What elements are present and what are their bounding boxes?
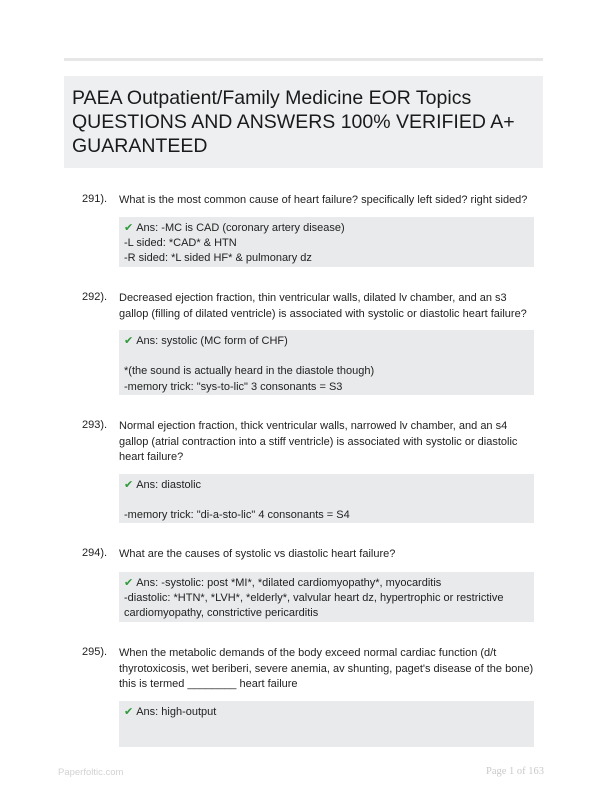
answer-box bbox=[119, 217, 534, 267]
answer-box bbox=[119, 330, 534, 395]
question-number: 292). bbox=[82, 291, 108, 303]
question-number: 295). bbox=[82, 646, 108, 658]
page-indicator: Page 1 of 163 bbox=[486, 766, 545, 777]
check-icon: ✔ bbox=[124, 478, 134, 491]
answer-line: Ans: systolic (MC form of CHF) bbox=[136, 335, 288, 347]
answer-box bbox=[119, 474, 534, 523]
footer-site: Paperfoltic.com bbox=[58, 767, 124, 778]
answer-box bbox=[119, 572, 534, 622]
top-divider bbox=[64, 58, 543, 61]
answer-line: -memory trick: "sys-to-lic" 3 consonants = S3 bbox=[124, 380, 343, 393]
document-title: PAEA Outpatient/Family Medicine EOR Topics QUESTIONS AND ANSWERS 100% VERIFIED A+ GUARANTEED bbox=[72, 87, 515, 157]
answer-line: -R sided: *L sided HF* & pulmonary dz bbox=[124, 252, 312, 265]
question-text: Normal ejection fraction, thick ventricular walls, narrowed lv chamber, and an s4 gallop (atrial contraction into a stiff ventricle) is associated with systolic or diastolic heart failure? bbox=[119, 420, 518, 463]
check-icon: ✔ bbox=[124, 705, 134, 718]
answer-line: *(the sound is actually heard in the diastole though) bbox=[124, 365, 375, 378]
question-text: What is the most common cause of heart failure? specifically left sided? right sided? bbox=[119, 194, 528, 206]
question-number: 294). bbox=[82, 547, 108, 559]
answer-line: Ans: -systolic: post *MI*, *dilated cardiomyopathy*, myocarditis bbox=[136, 577, 442, 589]
check-icon: ✔ bbox=[124, 334, 134, 347]
answer-line bbox=[124, 349, 529, 364]
question-number: 291). bbox=[82, 193, 108, 205]
answer-line: Ans: -MC is CAD (coronary artery disease) bbox=[136, 222, 345, 234]
answer-box bbox=[119, 701, 534, 747]
answer-line: Ans: high-output bbox=[136, 706, 217, 718]
question-text: When the metabolic demands of the body exceed normal cardiac function (d/t thyrotoxicosis, wet beriberi, severe anemia, av shunting, paget's disease of the bone) this is termed ________ heart failure bbox=[119, 647, 534, 690]
question-number: 293). bbox=[82, 419, 108, 431]
answer-line: -memory trick: "di-a-sto-lic" 4 consonants = S4 bbox=[124, 509, 350, 522]
check-icon: ✔ bbox=[124, 576, 134, 589]
answer-line bbox=[124, 493, 529, 508]
title-box bbox=[64, 76, 543, 168]
question-text: What are the causes of systolic vs diastolic heart failure? bbox=[119, 548, 396, 560]
question-text: Decreased ejection fraction, thin ventricular walls, dilated lv chamber, and an s3 gallop (filling of dilated ventricle) is associated with systolic or diastolic heart failure? bbox=[119, 292, 527, 320]
answer-line: Ans: diastolic bbox=[136, 479, 202, 491]
check-icon: ✔ bbox=[124, 221, 134, 234]
answer-line: -diastolic: *HTN*, *LVH*, *elderly*, valvular heart dz, hypertrophic or restrictive cardiomyopathy, constrictive pericarditis bbox=[124, 592, 507, 620]
answer-line: -L sided: *CAD* & HTN bbox=[124, 237, 237, 250]
